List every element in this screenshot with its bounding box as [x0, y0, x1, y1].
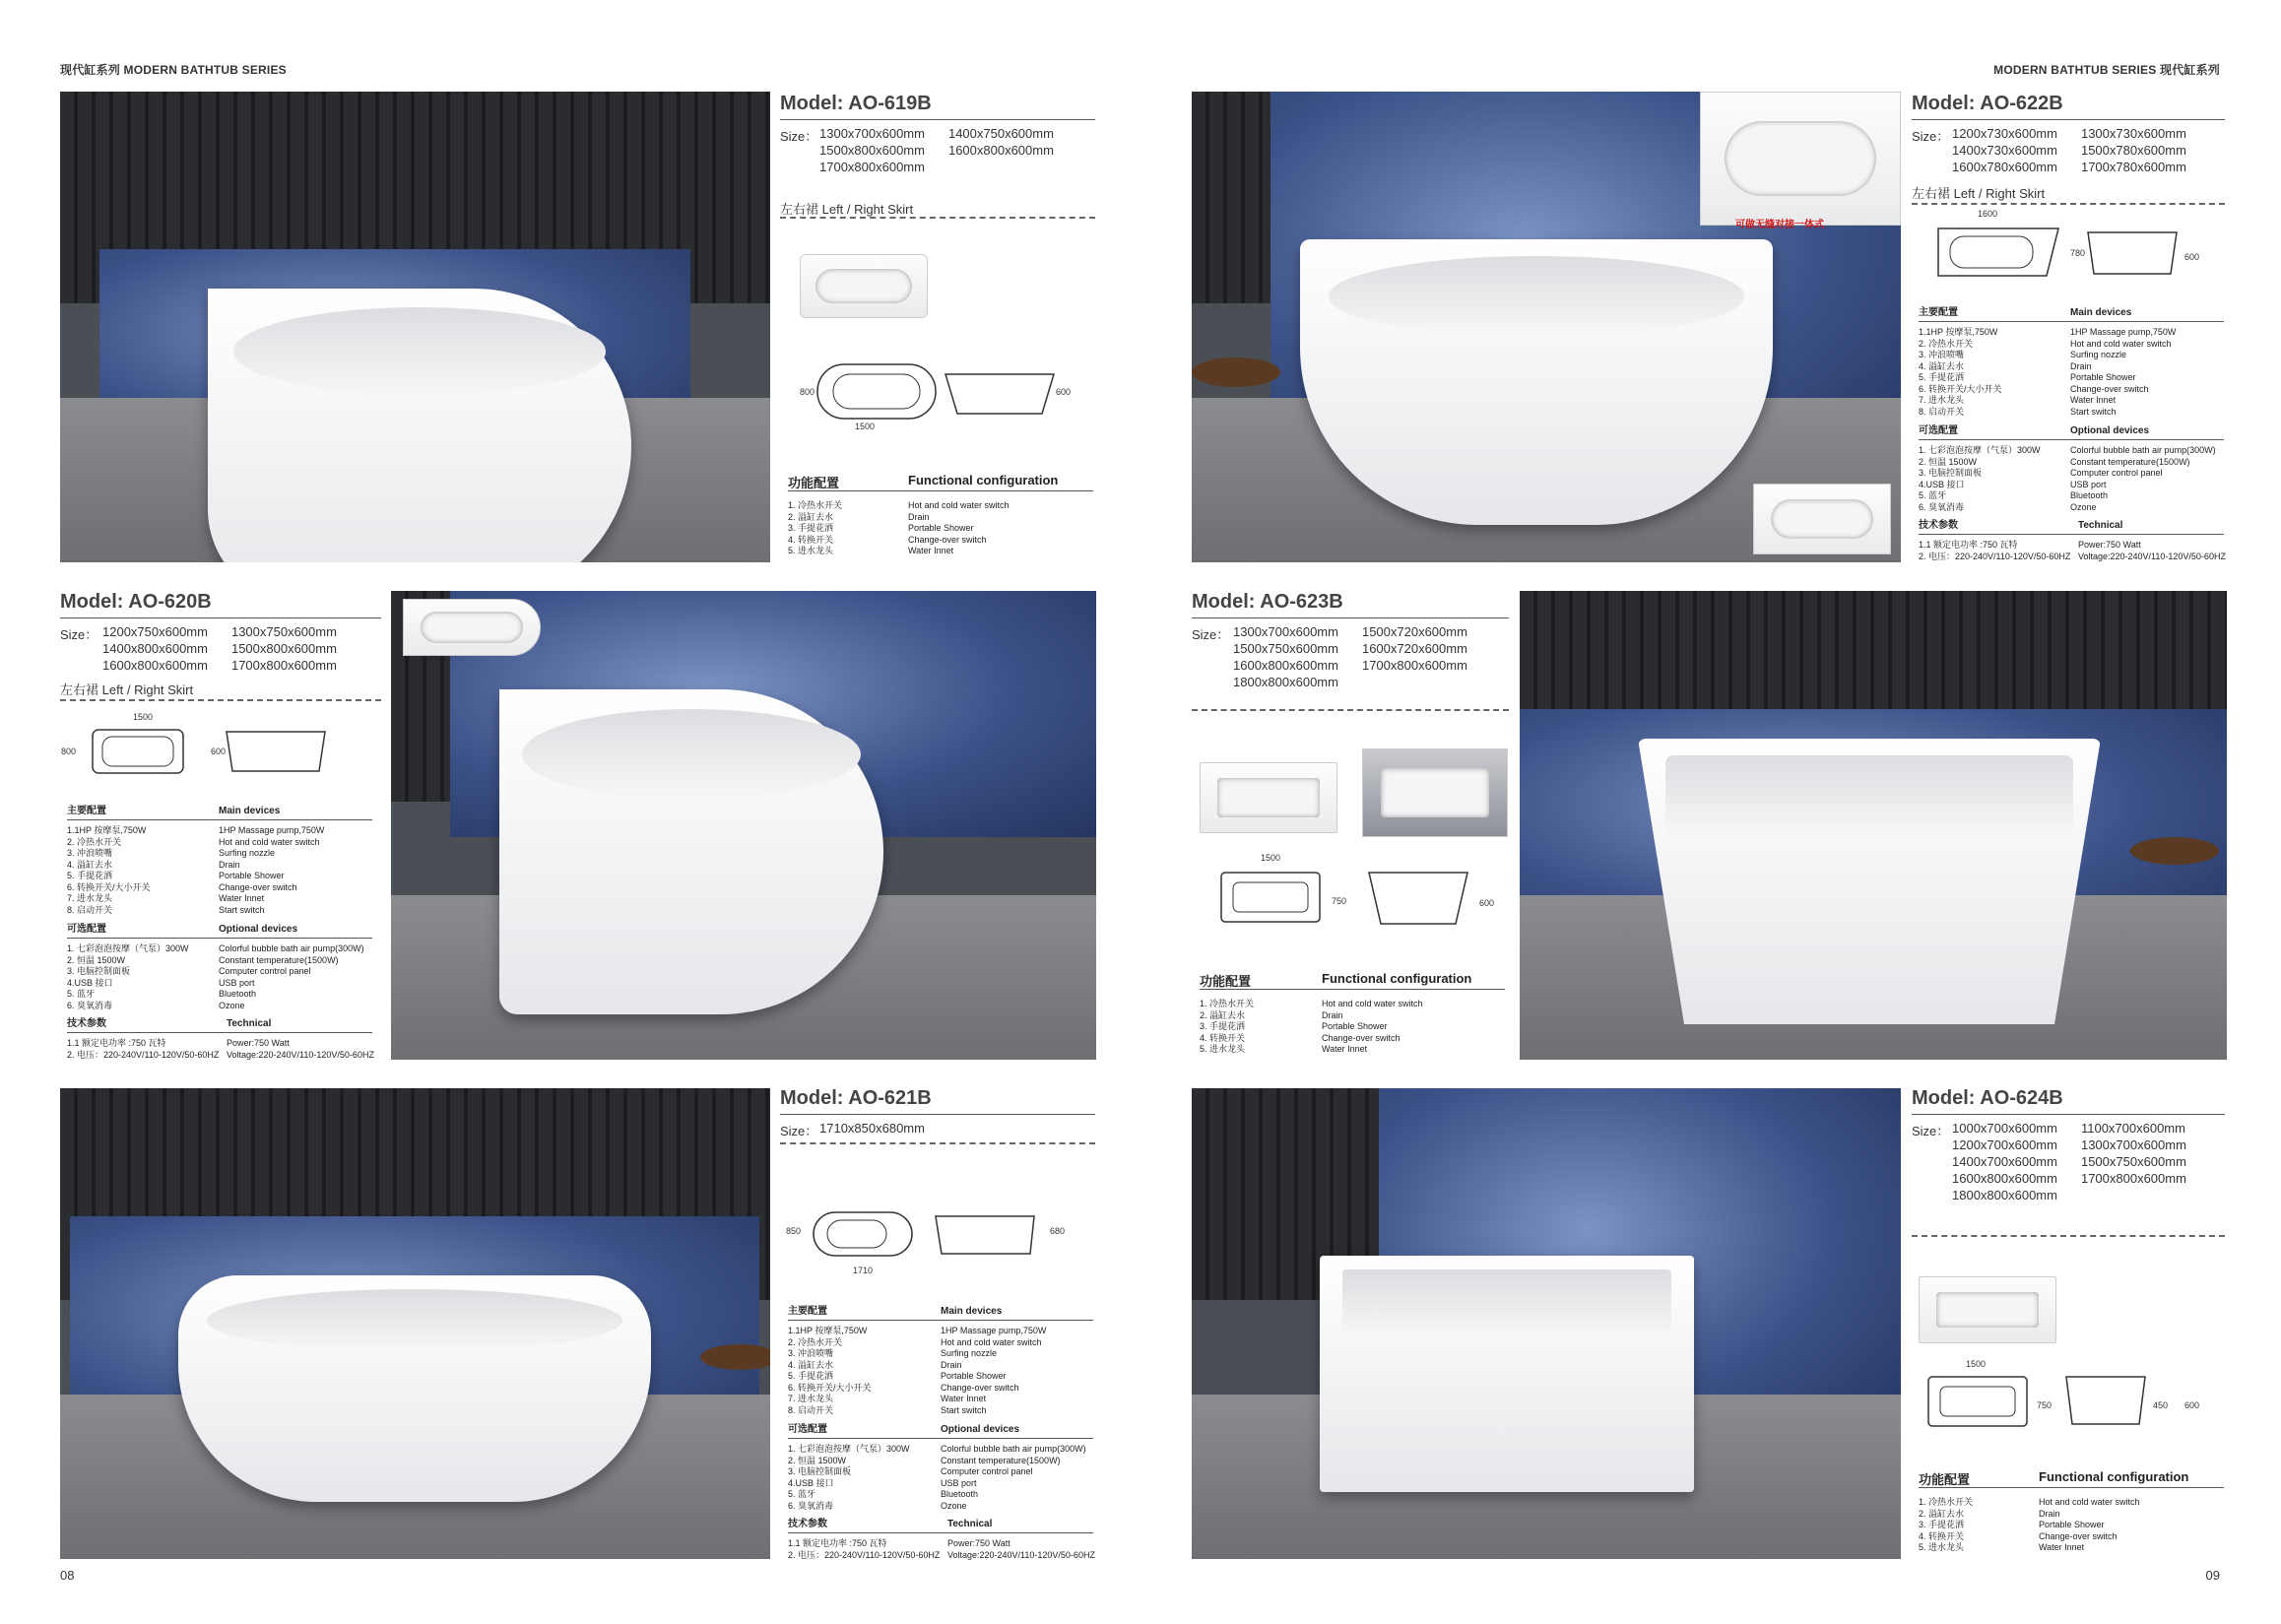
dim-width-ao-624b: 1500 [1966, 1359, 1987, 1369]
top-view-thumbnail-ao-619b [800, 254, 928, 318]
dim-height-ao-623b: 750 [1332, 896, 1347, 906]
main-list-cn-ao-621b: 1.1HP 按摩泵,750W 2. 冷热水开关 3. 冲浪喷嘴 4. 溢缸去水 5. 手提花洒 6. 转换开关/大小开关 7. 进水龙头 8. 启动开关 [788, 1326, 872, 1415]
dim-height-ao-622b: 780 [2070, 248, 2086, 258]
dim-depth-ao-622b: 600 [2184, 252, 2200, 262]
size-label: Size： [1912, 1124, 1950, 1138]
dim-width-ao-621b: 1710 [853, 1266, 874, 1275]
skirt-label-ao-620b: 左右裙 Left / Right Skirt [60, 682, 194, 697]
size-list-ao-622b: 1200x730x600mm 1300x730x600mm 1400x730x600mm 1500x780x600mm 1600x780x600mm 1700x780x600mm [1952, 126, 2186, 174]
dimension-drawing-ao-621b [798, 1206, 1064, 1266]
page-number-right: 09 [2205, 1568, 2220, 1583]
dim-width-ao-622b: 1600 [1978, 209, 1998, 219]
func-heading-cn: 功能配置 [1919, 1472, 1971, 1487]
tech-heading-en-ao-621b: Technical [947, 1519, 993, 1529]
dimension-drawing-ao-622b [1930, 219, 2206, 290]
main-list-en-ao-620b: 1HP Massage pump,750W Hot and cold water switch Surfing nozzle Drain Portable Shower Change-over switch Water Innet Start switch [219, 825, 325, 915]
dim-depth-ao-621b: 680 [1050, 1226, 1066, 1236]
dim-depth-ao-624b: 600 [2184, 1400, 2200, 1410]
dimension-drawing-ao-623b [1211, 867, 1497, 936]
header-right: MODERN BATHTUB SERIES 现代缸系列 [1993, 63, 2220, 77]
size-list-ao-623b: 1300x700x600mm 1500x720x600mm 1500x750x600mm 1600x720x600mm 1600x800x600mm 1700x800x600mm 1800x800x600mm [1233, 624, 1467, 689]
opt-list-cn-ao-621b: 1. 七彩泡泡按摩（气泵）300W 2. 恒温 1500W 3. 电脑控制面板 4.USB 接口 5. 蓝牙 6. 臭氧消毒 [788, 1444, 910, 1511]
main-list-cn-ao-622b: 1.1HP 按摩泵,750W 2. 冷热水开关 3. 冲浪喷嘴 4. 溢缸去水 5. 手提花洒 6. 转换开关/大小开关 7. 进水龙头 8. 启动开关 [1919, 327, 2002, 417]
size-list-ao-619b: 1300x700x600mm 1400x750x600mm 1500x800x600mm 1600x800x600mm 1700x800x600mm [819, 126, 1054, 174]
tech-list-cn-ao-621b: 1.1 额定电功率 :750 瓦特 2. 电压：220-240V/110-120V/50-60HZ [788, 1538, 941, 1560]
tech-list-en-ao-622b: Power:750 Watt Voltage:220-240V/110-120V/50-60HZ [2078, 540, 2226, 561]
opt-list-cn-ao-622b: 1. 七彩泡泡按摩（气泵）300W 2. 恒温 1500W 3. 电脑控制面板 4.USB 接口 5. 蓝牙 6. 臭氧消毒 [1919, 445, 2041, 512]
main-list-en-ao-622b: 1HP Massage pump,750W Hot and cold water switch Surfing nozzle Drain Portable Shower Change-over switch Water Innet Start switch [2070, 327, 2177, 417]
main-heading-en-ao-622b: Main devices [2070, 307, 2132, 318]
dim-depth-ao-619b: 600 [1056, 387, 1072, 397]
product-thumbnail-ao-622b-interior [1753, 484, 1891, 554]
func-heading-cn: 功能配置 [1200, 974, 1252, 989]
func-list-en-ao-624b: Hot and cold water switch Drain Portable Shower Change-over switch Water Innet [2039, 1497, 2140, 1552]
product-thumbnail-ao-622b-integrated [1700, 92, 1901, 226]
product-photo-ao-623b [1520, 591, 2227, 1060]
tech-heading-cn-ao-620b: 技术参数 [67, 1018, 106, 1029]
dim-width-ao-619b: 1500 [855, 422, 876, 431]
opt-list-en-ao-622b: Colorful bubble bath air pump(300W) Constant temperature(1500W) Computer control panel USB port Bluetooth Ozone [2070, 445, 2216, 512]
product-photo-ao-620b [391, 591, 1096, 1060]
product-photo-ao-619b [60, 92, 770, 562]
tech-list-cn-ao-620b: 1.1 额定电功率 :750 瓦特 2. 电压：220-240V/110-120V/50-60HZ [67, 1038, 220, 1060]
main-heading-cn-ao-621b: 主要配置 [788, 1306, 827, 1317]
func-list-en-ao-619b: Hot and cold water switch Drain Portable Shower Change-over switch Water Innet [908, 500, 1010, 555]
main-list-en-ao-621b: 1HP Massage pump,750W Hot and cold water switch Surfing nozzle Drain Portable Shower Change-over switch Water Innet Start switch [941, 1326, 1047, 1415]
dim-height-ao-619b: 800 [800, 387, 815, 397]
size-list-ao-624b: 1000x700x600mm 1100x700x600mm 1200x700x600mm 1300x700x600mm 1400x700x600mm 1500x750x600mm 1600x800x600mm 1700x800x600mm 1800x800x600mm [1952, 1121, 2186, 1202]
size-label: Size： [780, 129, 818, 144]
seamless-caption: 可做无缝对接一体式 [1735, 220, 1824, 230]
model-title-ao-623b: Model: AO-623B [1192, 591, 1343, 613]
dimension-drawing-ao-619b [798, 355, 1064, 433]
product-photo-ao-624b [1192, 1088, 1901, 1559]
dim-depth2-ao-624b: 450 [2153, 1400, 2169, 1410]
tech-list-en-ao-621b: Power:750 Watt Voltage:220-240V/110-120V/50-60HZ [947, 1538, 1095, 1560]
opt-heading-en-ao-620b: Optional devices [219, 924, 298, 935]
func-heading-en: Functional configuration [1322, 971, 1472, 986]
main-list-cn-ao-620b: 1.1HP 按摩泵,750W 2. 冷热水开关 3. 冲浪喷嘴 4. 溢缸去水 5. 手提花洒 6. 转换开关/大小开关 7. 进水龙头 8. 启动开关 [67, 825, 151, 915]
opt-list-cn-ao-620b: 1. 七彩泡泡按摩（气泵）300W 2. 恒温 1500W 3. 电脑控制面板 4.USB 接口 5. 蓝牙 6. 臭氧消毒 [67, 943, 189, 1010]
dimension-drawing-ao-620b [79, 724, 335, 783]
page-number-left: 08 [60, 1568, 75, 1583]
model-title-ao-620b: Model: AO-620B [60, 591, 212, 613]
side-view-thumbnail-ao-623b [1362, 748, 1508, 837]
opt-list-en-ao-621b: Colorful bubble bath air pump(300W) Constant temperature(1500W) Computer control panel USB port Bluetooth Ozone [941, 1444, 1086, 1511]
dim-height-ao-620b: 800 [61, 747, 77, 756]
tech-heading-en-ao-622b: Technical [2078, 520, 2123, 531]
func-heading-cn: 功能配置 [788, 476, 840, 490]
opt-heading-en-ao-622b: Optional devices [2070, 425, 2150, 436]
model-title-ao-621b: Model: AO-621B [780, 1087, 932, 1109]
header-left: 现代缸系列 MODERN BATHTUB SERIES [60, 63, 287, 77]
dim-depth-ao-620b: 600 [211, 747, 227, 756]
main-heading-cn-ao-622b: 主要配置 [1919, 307, 1958, 318]
func-list-cn-ao-623b: 1. 冷热水开关 2. 溢缸去水 3. 手提花洒 4. 转换开关 5. 进水龙头 [1200, 999, 1255, 1054]
main-heading-en-ao-621b: Main devices [941, 1306, 1003, 1317]
model-title-ao-622b: Model: AO-622B [1912, 93, 2063, 114]
main-heading-en-ao-620b: Main devices [219, 806, 281, 816]
main-heading-row-ao-620b: 主要配置 [67, 806, 106, 816]
skirt-label-ao-622b: 左右裙 Left / Right Skirt [1912, 186, 2046, 201]
opt-heading-cn-ao-622b: 可选配置 [1919, 425, 1958, 436]
skirt-label-ao-619b: 左右裙 Left / Right Skirt [780, 202, 914, 217]
opt-heading-cn-ao-620b: 可选配置 [67, 924, 106, 935]
opt-heading-en-ao-621b: Optional devices [941, 1424, 1020, 1435]
size-label: Size： [60, 627, 98, 642]
tech-heading-en-ao-620b: Technical [227, 1018, 272, 1029]
product-photo-ao-622b [1192, 92, 1901, 562]
dim-depth-ao-623b: 600 [1479, 898, 1495, 908]
product-thumbnail-ao-620b [403, 599, 541, 656]
size-list-ao-620b: 1200x750x600mm 1300x750x600mm 1400x800x600mm 1500x800x600mm 1600x800x600mm 1700x800x600mm [102, 624, 337, 673]
dim-width-ao-623b: 1500 [1261, 853, 1281, 863]
func-heading-en: Functional configuration [908, 473, 1059, 487]
opt-list-en-ao-620b: Colorful bubble bath air pump(300W) Constant temperature(1500W) Computer control panel USB port Bluetooth Ozone [219, 943, 364, 1010]
opt-heading-cn-ao-621b: 可选配置 [788, 1424, 827, 1435]
func-list-en-ao-623b: Hot and cold water switch Drain Portable Shower Change-over switch Water Innet [1322, 999, 1423, 1054]
dim-height-ao-624b: 750 [2037, 1400, 2053, 1410]
dim-height-ao-621b: 850 [786, 1226, 802, 1236]
size-label: Size： [1912, 129, 1950, 144]
tech-list-cn-ao-622b: 1.1 额定电功率 :750 瓦特 2. 电压：220-240V/110-120V/50-60HZ [1919, 540, 2071, 561]
tech-list-en-ao-620b: Power:750 Watt Voltage:220-240V/110-120V/50-60HZ [227, 1038, 374, 1060]
tech-heading-cn-ao-622b: 技术参数 [1919, 520, 1958, 531]
dim-width-ao-620b: 1500 [133, 712, 154, 722]
func-list-cn-ao-619b: 1. 冷热水开关 2. 溢缸去水 3. 手提花洒 4. 转换开关 5. 进水龙头 [788, 500, 843, 555]
model-title-ao-619b: Model: AO-619B [780, 93, 932, 114]
tech-heading-cn-ao-621b: 技术参数 [788, 1519, 827, 1529]
top-view-thumbnail-ao-624b [1919, 1276, 2056, 1343]
size-label: Size： [1192, 627, 1230, 642]
func-list-cn-ao-624b: 1. 冷热水开关 2. 溢缸去水 3. 手提花洒 4. 转换开关 5. 进水龙头 [1919, 1497, 1974, 1552]
func-heading-en: Functional configuration [2039, 1469, 2189, 1484]
model-title-ao-624b: Model: AO-624B [1912, 1087, 2063, 1109]
size-list-ao-621b: 1710x850x680mm [819, 1121, 925, 1136]
product-photo-ao-621b [60, 1088, 770, 1559]
top-view-thumbnail-ao-623b [1200, 762, 1337, 833]
size-label: Size： [780, 1124, 818, 1138]
